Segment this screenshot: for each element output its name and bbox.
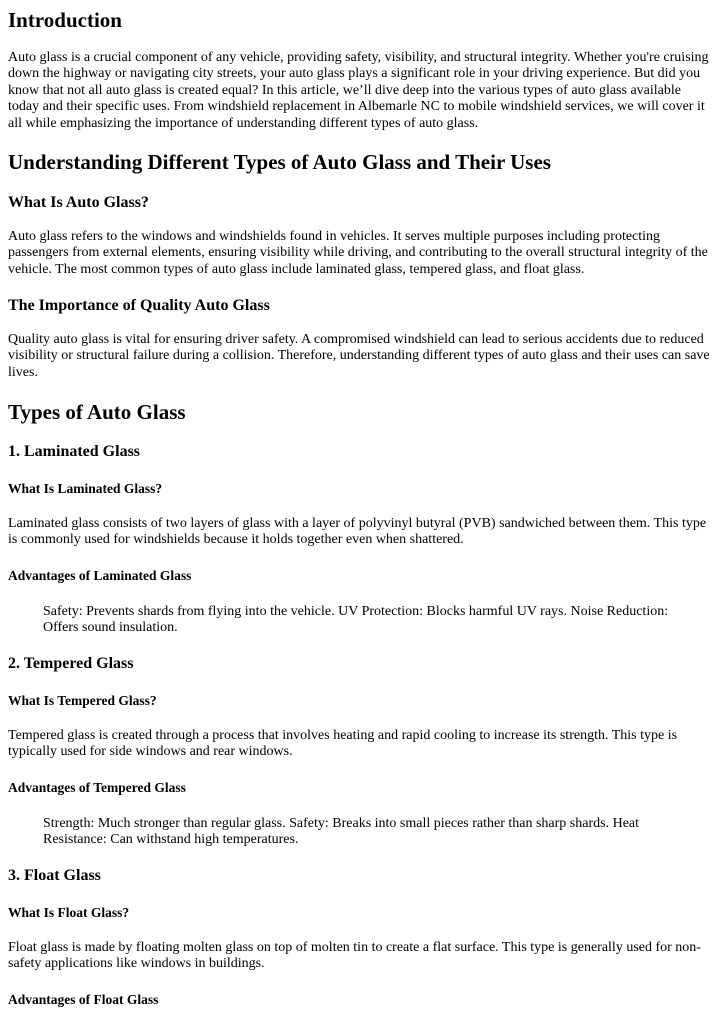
- laminated-what-heading: What Is Laminated Glass?: [8, 481, 163, 496]
- float-advantages-heading: Advantages of Float Glass: [8, 992, 159, 1007]
- importance-paragraph: Quality auto glass is vital for ensuring driver safety. A compromised windshield can lead to serious accidents due to reduced visibility or structural failure during a collision. Therefore, understanding different types of auto glass and their uses can save lives.: [8, 332, 710, 380]
- tempered-heading: 2. Tempered Glass: [8, 655, 134, 672]
- laminated-heading: 1. Laminated Glass: [8, 443, 141, 460]
- tempered-advantages-list: Strength: Much stronger than regular glass. Safety: Breaks into small pieces rather than sharp shards. Heat Resistance: Can withstand high temperatures.: [43, 816, 640, 848]
- what-is-auto-glass-heading: What Is Auto Glass?: [8, 194, 149, 211]
- float-what-heading: What Is Float Glass?: [8, 905, 130, 920]
- laminated-what-paragraph: Laminated glass consists of two layers of glass with a layer of polyvinyl butyral (PVB) sandwiched between them. This type is commonly used for windshields because it holds together even when shattered.: [8, 516, 707, 548]
- introduction-paragraph: Auto glass is a crucial component of any vehicle, providing safety, visibility, and structural integrity. Whether you're cruising down the highway or navigating city streets, your auto glass plays a significant role in your driving experience. But did you know that not all auto glass is created equal? In this article, we’ll dive deep into the various types of auto glass available today and their specific uses. From windshield replacement in Albemarle NC to mobile windshield services, we will cover it all while emphasizing the importance of understanding different types of auto glass.: [8, 50, 709, 131]
- float-heading: 3. Float Glass: [8, 867, 101, 884]
- importance-heading: The Importance of Quality Auto Glass: [8, 297, 270, 314]
- laminated-advantages-list: Safety: Prevents shards from flying into the vehicle. UV Protection: Blocks harmful UV rays. Noise Reduction: Offers sound insulation.: [43, 604, 669, 636]
- what-is-auto-glass-paragraph: Auto glass refers to the windows and windshields found in vehicles. It serves multiple purposes including protecting passengers from external elements, ensuring visibility while driving, and contributing to the overall structural integrity of the vehicle. The most common types of auto glass include laminated glass, tempered glass, and float glass.: [8, 229, 708, 277]
- tempered-what-heading: What Is Tempered Glass?: [8, 693, 157, 708]
- types-heading: Types of Auto Glass: [8, 400, 186, 424]
- tempered-advantages-heading: Advantages of Tempered Glass: [8, 780, 186, 795]
- float-what-paragraph: Float glass is made by floating molten glass on top of molten tin to create a flat surface. This type is generally used for non-safety applications like windows in buildings.: [8, 940, 701, 972]
- introduction-heading: Introduction: [8, 8, 122, 32]
- laminated-advantages-heading: Advantages of Laminated Glass: [8, 568, 192, 583]
- understanding-heading: Understanding Different Types of Auto Glass and Their Uses: [8, 150, 551, 174]
- tempered-what-paragraph: Tempered glass is created through a process that involves heating and rapid cooling to increase its strength. This type is typically used for side windows and rear windows.: [8, 728, 678, 760]
